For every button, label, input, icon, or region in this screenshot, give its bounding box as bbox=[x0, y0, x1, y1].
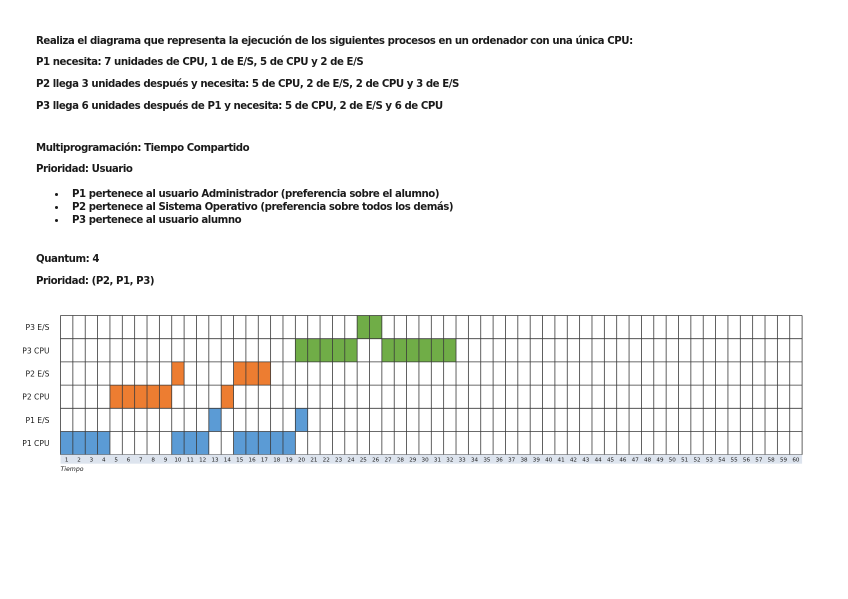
bullet-p1: P1 pertenece al usuario Administrador (preferencia sobre el alumno) bbox=[36, 188, 453, 201]
cell-p3-p3-cpu-28 bbox=[394, 339, 406, 362]
cell-p2-p2-cpu-9 bbox=[159, 385, 171, 408]
time-tick-label-32: 32 bbox=[446, 457, 454, 464]
time-tick-label-58: 58 bbox=[767, 457, 775, 464]
cell-p1-p1-cpu-17 bbox=[258, 432, 270, 455]
time-tick-label-52: 52 bbox=[693, 457, 701, 464]
cell-p1-p1-cpu-11 bbox=[184, 432, 196, 455]
cell-p1-p1-e-s-13 bbox=[209, 408, 221, 431]
time-axis-strip bbox=[61, 455, 803, 464]
time-tick-label-11: 11 bbox=[186, 457, 194, 464]
cell-p1-p1-cpu-10 bbox=[172, 432, 184, 455]
cell-p1-p1-cpu-1 bbox=[61, 432, 73, 455]
cell-p1-p1-cpu-3 bbox=[85, 432, 97, 455]
time-tick-label-42: 42 bbox=[569, 457, 578, 464]
time-tick-label-13: 13 bbox=[211, 457, 219, 464]
cell-p3-p3-cpu-30 bbox=[419, 339, 431, 362]
time-tick-label-30: 30 bbox=[421, 457, 429, 464]
cell-p1-p1-cpu-16 bbox=[246, 432, 258, 455]
time-tick-label-9: 9 bbox=[163, 457, 168, 464]
x-axis-title: Tiempo bbox=[60, 466, 84, 474]
cell-p3-p3-e-s-25 bbox=[357, 316, 369, 339]
time-tick-label-14: 14 bbox=[223, 457, 231, 464]
cell-p1-p1-e-s-20 bbox=[295, 408, 307, 431]
time-tick-label-51: 51 bbox=[681, 457, 689, 464]
time-tick-label-39: 39 bbox=[532, 457, 540, 464]
statement-line-p2: P2 llega 3 unidades después y necesita: 5 de CPU, 2 de E/S, 2 de CPU y 3 de E/S bbox=[36, 79, 459, 90]
time-tick-label-33: 33 bbox=[458, 457, 466, 464]
time-tick-label-43: 43 bbox=[582, 457, 590, 464]
time-tick-label-57: 57 bbox=[755, 457, 763, 464]
time-tick-label-54: 54 bbox=[718, 457, 726, 464]
cell-p3-p3-cpu-27 bbox=[382, 339, 394, 362]
cell-p3-p3-cpu-31 bbox=[431, 339, 443, 362]
time-tick-label-1: 1 bbox=[64, 457, 69, 464]
time-tick-label-7: 7 bbox=[139, 457, 143, 464]
time-tick-label-12: 12 bbox=[199, 457, 207, 464]
time-tick-label-17: 17 bbox=[260, 457, 269, 464]
bullet-p2: P2 pertenece al Sistema Operativo (preferencia sobre todos los demás) bbox=[36, 201, 453, 214]
cell-p1-p1-cpu-4 bbox=[98, 432, 110, 455]
time-tick-label-16: 16 bbox=[248, 457, 256, 464]
cell-p3-p3-cpu-24 bbox=[345, 339, 357, 362]
row-label-p1-cpu: P1 CPU bbox=[22, 439, 50, 449]
quantum-label: Quantum: 4 bbox=[36, 254, 99, 265]
time-tick-label-53: 53 bbox=[705, 457, 713, 464]
priority-order-label: Prioridad: (P2, P1, P3) bbox=[36, 276, 155, 287]
time-tick-label-35: 35 bbox=[483, 457, 491, 464]
cell-p2-p2-cpu-8 bbox=[147, 385, 159, 408]
cell-p3-p3-cpu-22 bbox=[320, 339, 332, 362]
time-tick-label-36: 36 bbox=[495, 457, 503, 464]
time-tick-label-47: 47 bbox=[631, 457, 639, 464]
time-tick-label-40: 40 bbox=[545, 457, 553, 464]
row-label-p3-e-s: P3 E/S bbox=[25, 323, 50, 333]
cell-p3-p3-cpu-21 bbox=[308, 339, 320, 362]
cell-p2-p2-e-s-17 bbox=[258, 362, 270, 385]
row-label-p2-e-s: P2 E/S bbox=[25, 369, 50, 379]
cell-p3-p3-e-s-26 bbox=[370, 316, 382, 339]
time-tick-label-24: 24 bbox=[347, 457, 355, 464]
time-tick-label-31: 31 bbox=[433, 457, 442, 464]
time-tick-label-45: 45 bbox=[606, 457, 615, 464]
cell-p1-p1-cpu-12 bbox=[196, 432, 208, 455]
time-tick-label-41: 41 bbox=[557, 457, 565, 464]
time-tick-label-46: 46 bbox=[619, 457, 627, 464]
time-tick-label-2: 2 bbox=[77, 457, 81, 464]
cell-p1-p1-cpu-15 bbox=[234, 432, 246, 455]
cell-p2-p2-cpu-6 bbox=[122, 385, 134, 408]
time-tick-label-48: 48 bbox=[644, 457, 652, 464]
time-tick-label-20: 20 bbox=[297, 457, 306, 464]
cell-p2-p2-e-s-16 bbox=[246, 362, 258, 385]
time-tick-label-44: 44 bbox=[594, 457, 602, 464]
cell-p2-p2-cpu-14 bbox=[221, 385, 233, 408]
time-tick-label-29: 29 bbox=[409, 457, 417, 464]
time-tick-label-28: 28 bbox=[396, 457, 404, 464]
time-tick-label-27: 27 bbox=[384, 457, 392, 464]
statement-line-p1: P1 necesita: 7 unidades de CPU, 1 de E/S, 5 de CPU y 2 de E/S bbox=[36, 57, 364, 68]
row-label-p2-cpu: P2 CPU bbox=[22, 392, 50, 402]
cell-p3-p3-cpu-29 bbox=[407, 339, 419, 362]
time-tick-label-18: 18 bbox=[273, 457, 281, 464]
cell-p2-p2-cpu-5 bbox=[110, 385, 122, 408]
time-tick-label-22: 22 bbox=[322, 457, 330, 464]
time-tick-label-56: 56 bbox=[742, 457, 751, 464]
cell-p2-p2-cpu-7 bbox=[135, 385, 147, 408]
time-tick-label-60: 60 bbox=[792, 457, 800, 464]
time-tick-label-59: 59 bbox=[779, 457, 788, 464]
cell-p3-p3-cpu-23 bbox=[332, 339, 344, 362]
time-tick-label-15: 15 bbox=[236, 457, 244, 464]
time-tick-label-38: 38 bbox=[520, 457, 528, 464]
time-tick-label-50: 50 bbox=[668, 457, 676, 464]
statement-line-p3: P3 llega 6 unidades después de P1 y necesita: 5 de CPU, 2 de E/S y 6 de CPU bbox=[36, 101, 443, 112]
time-tick-label-26: 26 bbox=[372, 457, 380, 464]
time-tick-label-10: 10 bbox=[174, 457, 182, 464]
time-tick-label-6: 6 bbox=[126, 457, 131, 464]
time-tick-label-49: 49 bbox=[656, 457, 664, 464]
row-label-p1-e-s: P1 E/S bbox=[25, 415, 50, 425]
cell-p3-p3-cpu-32 bbox=[444, 339, 456, 362]
time-tick-label-4: 4 bbox=[101, 457, 106, 464]
time-tick-label-37: 37 bbox=[508, 457, 516, 464]
cell-p3-p3-cpu-20 bbox=[295, 339, 307, 362]
time-tick-label-25: 25 bbox=[359, 457, 367, 464]
cell-p2-p2-e-s-10 bbox=[172, 362, 184, 385]
bullet-p3: P3 pertenece al usuario alumno bbox=[36, 214, 453, 227]
time-tick-label-34: 34 bbox=[470, 457, 479, 464]
multiprogramming-label: Multiprogramación: Tiempo Compartido bbox=[36, 143, 250, 154]
cell-p1-p1-cpu-2 bbox=[73, 432, 85, 455]
time-tick-label-19: 19 bbox=[285, 457, 293, 464]
time-tick-label-21: 21 bbox=[310, 457, 318, 464]
time-tick-label-8: 8 bbox=[151, 457, 155, 464]
time-tick-label-5: 5 bbox=[114, 457, 118, 464]
cell-p2-p2-e-s-15 bbox=[234, 362, 246, 385]
cell-p1-p1-cpu-19 bbox=[283, 432, 295, 455]
priority-label: Prioridad: Usuario bbox=[36, 164, 133, 175]
time-tick-label-55: 55 bbox=[730, 457, 738, 464]
time-tick-label-23: 23 bbox=[335, 457, 343, 464]
cell-p1-p1-cpu-18 bbox=[271, 432, 283, 455]
statement-intro: Realiza el diagrama que representa la ejecución de los siguientes procesos en un ordenador con una única CPU: bbox=[36, 36, 633, 47]
time-tick-label-3: 3 bbox=[89, 457, 94, 464]
row-label-p3-cpu: P3 CPU bbox=[22, 346, 50, 356]
